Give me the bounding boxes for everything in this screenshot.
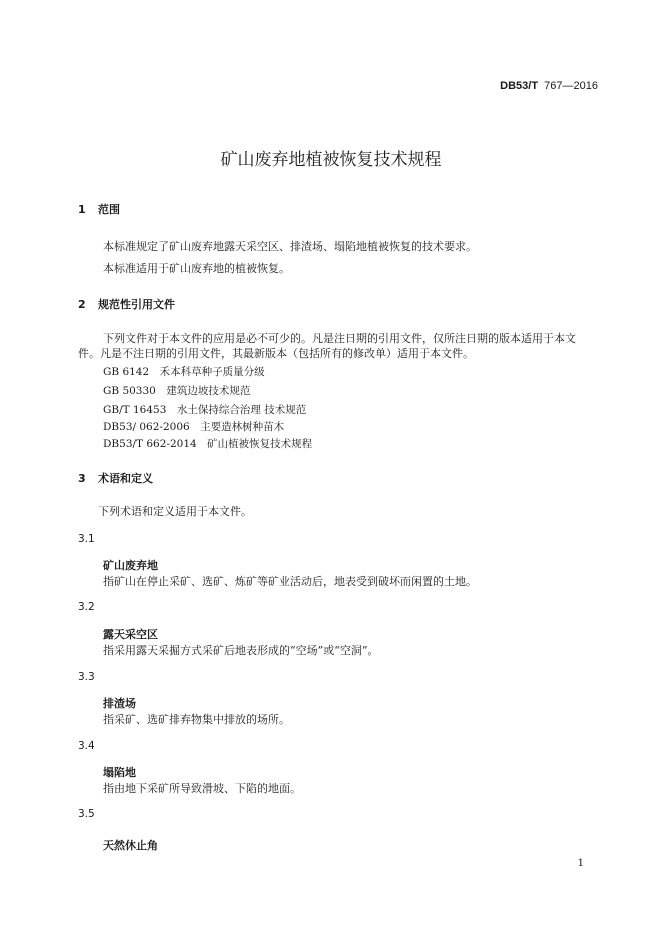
clause-number: 3.5	[78, 808, 95, 820]
definition: 指采用露天采掘方式采矿后地表形成的“空场”或“空洞”。	[103, 644, 379, 657]
clause-number: 3.4	[78, 740, 95, 752]
paragraph: 下列术语和定义适用于本文件。	[98, 505, 252, 518]
standard-code-prefix: DB53/T	[500, 80, 539, 92]
reference-item: GB/T 16453 水土保持综合治理 技术规范	[103, 404, 307, 416]
paragraph-line: 件。凡是不注日期的引用文件，其最新版本（包括所有的修改单）适用于本文件。	[78, 347, 474, 360]
reference-item: GB 50330 建筑边坡技术规范	[103, 385, 251, 397]
section-heading-3	[78, 470, 153, 486]
clause-number: 3.1	[78, 533, 95, 545]
term: 矿山废弃地	[103, 559, 158, 572]
term: 排渣场	[103, 697, 136, 710]
term: 塌陷地	[103, 766, 136, 779]
term: 露天采空区	[103, 628, 158, 641]
reference-item: DB53/T 662-2014 矿山植被恢复技术规程	[103, 438, 313, 450]
clause-number: 3.2	[78, 601, 95, 613]
section-heading-1	[78, 201, 120, 217]
section-number: 1	[78, 203, 86, 216]
page-number: 1	[577, 858, 584, 869]
section-number: 3	[78, 472, 86, 485]
definition: 指由地下采矿所导致滑坡、下陷的地面。	[103, 782, 301, 795]
term: 天然休止角	[103, 839, 158, 852]
paragraph: 本标准规定了矿山废弃地露天采空区、排渣场、塌陷地植被恢复的技术要求。	[103, 240, 477, 253]
clause-number: 3.3	[78, 671, 95, 683]
standard-code	[500, 80, 598, 92]
section-number: 2	[78, 298, 86, 311]
definition: 指采矿、选矿排弃物集中排放的场所。	[103, 713, 290, 726]
paragraph-line: 下列文件对于本文件的应用是必不可少的。凡是注日期的引用文件，仅所注日期的版本适用于本文	[103, 332, 576, 345]
section-title: 范围	[98, 203, 120, 216]
section-title: 术语和定义	[98, 472, 153, 485]
section-heading-2	[78, 296, 175, 312]
document-title: 矿山废弃地植被恢复技术规程	[220, 150, 442, 170]
standard-code-number: 767—2016	[544, 80, 598, 92]
reference-item: GB 6142 禾本科草种子质量分级	[103, 366, 265, 378]
paragraph: 本标准适用于矿山废弃地的植被恢复。	[103, 262, 290, 275]
reference-item: DB53/ 062-2006 主要造林树种苗木	[103, 421, 285, 433]
definition: 指矿山在停止采矿、选矿、炼矿等矿业活动后，地表受到破坏而闲置的土地。	[103, 575, 477, 588]
section-title: 规范性引用文件	[98, 298, 175, 311]
